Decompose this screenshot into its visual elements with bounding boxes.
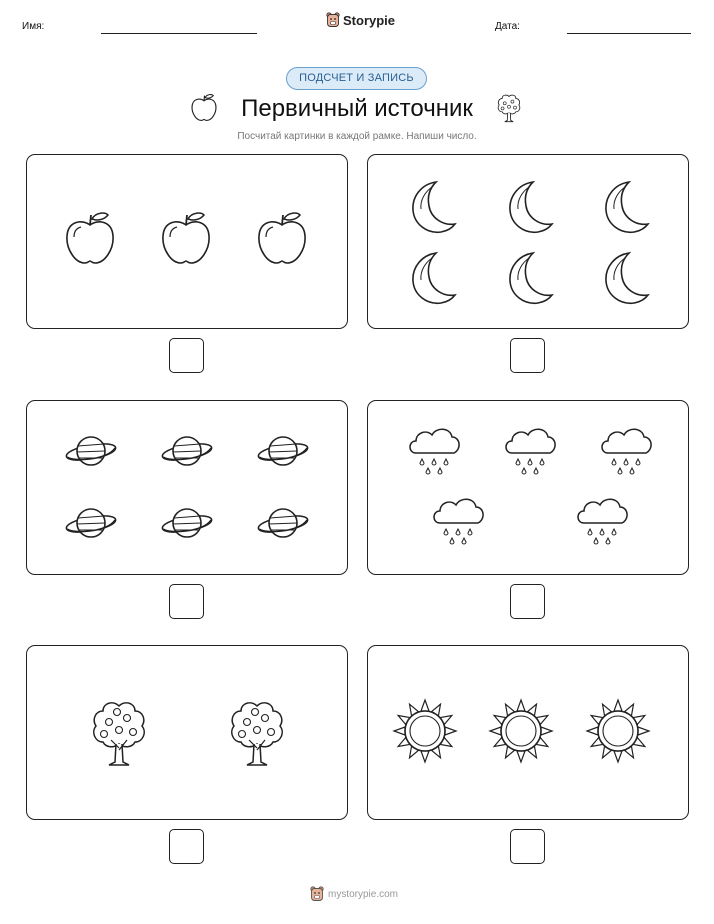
moon-icon: [413, 182, 455, 232]
sun-icon: [394, 700, 456, 762]
rain-cloud-icon: [410, 429, 459, 474]
answer-box[interactable]: [169, 829, 204, 864]
planet-icon: [257, 437, 309, 465]
bear-icon: [326, 12, 340, 28]
footer-url[interactable]: mystorypie.com: [328, 888, 399, 900]
answer-box[interactable]: [510, 829, 545, 864]
answer-box[interactable]: [169, 584, 204, 619]
answer-box[interactable]: [169, 338, 204, 373]
rain-cloud-icon: [434, 499, 483, 544]
sun-icon: [587, 700, 649, 762]
planet-icon: [65, 437, 117, 465]
moon-icon: [510, 253, 552, 303]
moon-icon: [510, 182, 552, 232]
count-frame-planets: [26, 400, 348, 575]
footer: [310, 886, 398, 902]
count-frame-apples: [26, 154, 348, 329]
apple-icon: [67, 213, 113, 263]
answer-box[interactable]: [510, 584, 545, 619]
planet-icon: [161, 437, 213, 465]
moon-icon: [606, 182, 648, 232]
moon-icon: [413, 253, 455, 303]
date-line[interactable]: [567, 33, 691, 34]
brand-logo: [326, 12, 395, 28]
rain-cloud-icon: [506, 429, 555, 474]
apple-icon: [163, 213, 209, 263]
planet-icon: [161, 509, 213, 537]
planet-icon: [257, 509, 309, 537]
count-frame-moons: [367, 154, 689, 329]
rain-cloud-icon: [602, 429, 651, 474]
apple-tree-icon: [495, 93, 523, 123]
name-label: Имя:: [22, 21, 45, 32]
moon-icon: [606, 253, 648, 303]
apple-tree-icon: [232, 703, 282, 765]
page-title: Первичный источник: [241, 95, 473, 122]
brand-name: Storypie: [343, 12, 396, 28]
count-frame-rain-clouds: [367, 400, 689, 575]
apple-icon: [259, 213, 305, 263]
category-badge: ПОДСЧЕТ И ЗАПИСЬ: [286, 67, 427, 90]
date-label: Дата:: [495, 21, 520, 32]
name-line[interactable]: [101, 33, 257, 34]
rain-cloud-icon: [578, 499, 627, 544]
answer-box[interactable]: [510, 338, 545, 373]
count-frame-suns: [367, 645, 689, 820]
bear-icon: [310, 886, 324, 902]
instructions: Посчитай картинки в каждой рамке. Напиши число.: [237, 131, 477, 142]
planet-icon: [65, 509, 117, 537]
sun-icon: [490, 700, 552, 762]
count-frame-apple-trees: [26, 645, 348, 820]
apple-tree-icon: [94, 703, 144, 765]
